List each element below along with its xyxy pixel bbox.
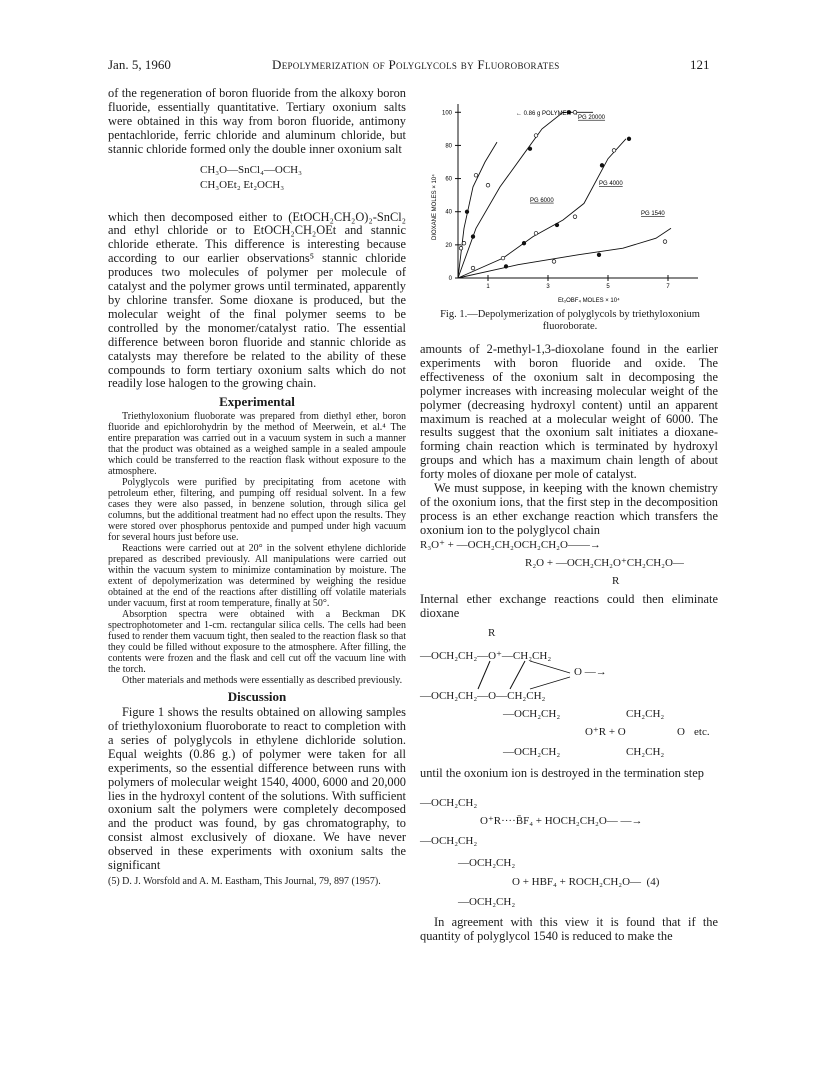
footnote: (5) D. J. Worsfold and A. M. Eastham, This Journal, 79, 897 (1957). xyxy=(108,876,381,887)
equation-3-o: O xyxy=(677,726,685,738)
series-line xyxy=(458,139,626,278)
polymer-note: ← 0.86 g POLYMER → xyxy=(516,111,579,117)
y-axis-label: DIOXANE MOLES × 10⁴ xyxy=(432,174,438,240)
y-tick-label: 20 xyxy=(445,242,452,249)
paragraph: Polyglycols were purified by precipitating from acetone with petroleum ether, filtering, and pumping off residual solvent. In a few cases they were also passed, in benzene solution, through silica gel columns, but the additional treatment had no effect upon the results. They were stored over phosphorus pentoxide and pumped under high vacuum for several hours just before use. xyxy=(108,477,406,544)
equation-2-line2: —OCH₂CH₂—O—CH₂CH₂ xyxy=(420,690,546,702)
equation-3-a: —OCH₂CH₂ xyxy=(503,708,561,720)
right-column-text-4 xyxy=(420,916,718,944)
paragraph: amounts of 2-methyl-1,3-dioxolane found in the earlier experiments with boron fluoride and oxide. The effectiveness of the oxonium salt in decomposing the polymer increases with increasing molecular weight of the polymer (decreasing hydroxyl content) until an apparent maximum is reached at a molecular weight of 6000. The results suggest that the oxonium salt initiates a dioxane-forming chain reaction which is terminated by hydroxyl groups and which has a maximum chain length of about forty moles of dioxane per mole of catalyst. xyxy=(420,342,718,482)
data-point xyxy=(471,266,475,270)
equation-3-d: CH₂CH₂ xyxy=(626,746,665,758)
data-point xyxy=(528,147,532,151)
section-heading-experimental: Experimental xyxy=(219,394,295,410)
paragraph: Triethyloxonium fluoborate was prepared from diethyl ether, boron fluoride and epichlorohydrin by the method of Meerwein, et al.⁴ The entire preparation was carried out in a vacuum system in such a manner that the product was obtained as a weighed sample in a sealed ampoule which could be transferred to the reaction flask without exposure to the atmosphere. xyxy=(108,411,406,478)
data-point xyxy=(501,256,505,260)
equation-1-line1: R₃O⁺ + —OCH₂CH₂OCH₂CH₂O——→ xyxy=(420,539,601,551)
equation-5-a: —OCH₂CH₂ xyxy=(458,857,516,869)
equation-3-mid: O⁺R + O xyxy=(585,726,626,738)
data-point xyxy=(534,231,538,235)
equation-1-r: R xyxy=(612,575,620,587)
x-tick-label: 1 xyxy=(486,284,490,290)
y-tick-label: 0 xyxy=(448,276,452,282)
paragraph: until the oxonium ion is destroyed in the termination step xyxy=(420,766,704,780)
x-tick-label: 3 xyxy=(546,284,550,290)
paragraph: Figure 1 shows the results obtained on allowing samples of triethyloxonium fluoroborate to react to completion with a series of polyglycols in ethylene dichloride solution. Equal weights (0.86 g.) of polymer were taken for all experiments, so the essential difference between runs with polymers of molecular weight 1540, 4000, 6000 and 20,000 lies in the hydroxyl content of the solutions. With sufficient oxonium salt the polymers were completely decomposed and the product was found, by gas chromatography, to consist almost exclusively of dioxane. We have never observed in these experiments with oxonium salts the significant xyxy=(108,705,406,873)
data-point xyxy=(522,241,526,245)
series-label: PG 20000 xyxy=(578,114,606,121)
section-heading-discussion: Discussion xyxy=(227,689,287,705)
salt-formula: CH₃O—SnCl₄—OCH₃ CH₃OEt₂ Et₂OCH₃ xyxy=(200,163,302,191)
equation-4-b: —OCH₂CH₂ xyxy=(420,835,478,847)
paragraph: Reactions were carried out at 20° in the solvent ethylene dichloride prepared as described previously. All manipulations were carried out within the vacuum system to minimize contamination by moisture. The extent of depolymerization was determined by weighing the residue obtained at the end of the reactions after distilling off volatile materials under vacuum, first at room temperature, finally at 50°. xyxy=(108,543,406,610)
equation-2-line1: —OCH₂CH₂—O⁺—CH₂CH₂ xyxy=(420,650,552,662)
paragraph: We must suppose, in keeping with the known chemistry of the oxonium ions, that the first step in the decomposition process is an ether exchange reaction which transfers the oxonium ion to the polyglycol chain xyxy=(420,481,718,537)
data-point xyxy=(663,240,667,244)
series-line xyxy=(458,112,593,278)
paragraph: of the regeneration of boron fluoride from the alkoxy boron fluoride, essentially quantitative. Tertiary oxonium salts were obtained in this way from boron fluoride, antimony pentachloride, ferric chloride and aluminum chloride, but stannic chloride formed only the double inner oxonium salt xyxy=(108,86,406,156)
x-axis-label: Et₃OBF₄ MOLES × 10⁴ xyxy=(558,298,620,304)
paragraph: In agreement with this view it is found that if the quantity of polyglycol 1540 is reduced to make the xyxy=(420,915,718,943)
data-point xyxy=(627,137,631,141)
equation-4-a: —OCH₂CH₂ xyxy=(420,797,478,809)
left-column xyxy=(108,87,406,887)
equation-5-b: —OCH₂CH₂ xyxy=(458,896,516,908)
data-point xyxy=(534,134,538,138)
data-point xyxy=(573,215,577,219)
series-label: PG 6000 xyxy=(530,197,554,204)
equation-2-arrow: O —→ xyxy=(574,666,607,678)
series-line xyxy=(458,142,497,278)
right-column-text-2 xyxy=(420,593,718,621)
paragraph: Other materials and methods were essentially as described previously. xyxy=(122,675,403,687)
data-point xyxy=(465,210,469,214)
equation-3-c: —OCH₂CH₂ xyxy=(503,746,561,758)
series-label: PG 1540 xyxy=(641,211,665,218)
chart-marks xyxy=(458,110,671,278)
equation-5-mid: O + HBF₄ + ROCH₂CH₂O— (4) xyxy=(512,876,660,888)
figure-chart xyxy=(418,90,718,308)
x-tick-label: 7 xyxy=(666,284,670,290)
figure-caption: Fig. 1.—Depolymerization of polyglycols by triethyloxonium fluoroborate. xyxy=(440,309,700,332)
data-point xyxy=(504,265,508,269)
equation-2-r: R xyxy=(488,627,496,639)
data-point xyxy=(459,246,463,250)
data-point xyxy=(612,149,616,153)
data-point xyxy=(600,164,604,168)
data-point xyxy=(486,183,490,187)
y-tick-label: 100 xyxy=(441,110,452,117)
data-point xyxy=(474,173,478,177)
running-title: Depolymerization of Polyglycols by Fluoroborates xyxy=(272,57,560,72)
data-point xyxy=(552,260,556,264)
right-column-text-1 xyxy=(420,343,718,538)
x-tick-label: 5 xyxy=(606,284,610,290)
data-point xyxy=(462,241,466,245)
equation-3-b: CH₂CH₂ xyxy=(626,708,665,720)
y-tick-label: 80 xyxy=(445,143,452,150)
data-point xyxy=(597,253,601,257)
y-tick-label: 60 xyxy=(445,176,452,183)
equation-4-mid: O⁺R····B̄F₄ + HOCH₂CH₂O— —→ xyxy=(480,815,643,827)
series-line xyxy=(458,228,671,278)
series-label: PG 4000 xyxy=(599,181,623,188)
paragraph: which then decomposed either to (EtOCH₂CH₂O)₂-SnCl₂ and ethyl chloride or to EtOCH₂CH₂OEt and stannic chloride etherate. This difference is interesting because according to our earlier observations⁵ stannic chloride produces two molecules of polymer per molecule of catalyst and the polymer grows until terminated, apparently by chlorine transfer. Some dioxane is produced, but the molecular weight of the final polymer seems to be controlled by the monomer/catalyst ratio. The essential difference between boron fluoride and stannic chloride as catalysts may therefore be related to the ability of these compounds to form tertiary oxonium salts which do not readily lose halogen to the growing chain. xyxy=(108,209,406,391)
data-point xyxy=(471,235,475,239)
data-point xyxy=(555,223,559,227)
y-tick-label: 40 xyxy=(445,209,452,216)
paragraph: Absorption spectra were obtained with a Beckman DK spectrophotometer and 1-cm. rectangular silica cells. The cells had been fused to render them vacuum tight, then sealed to the reaction flask so that they could be filled without exposure to the atmosphere. After filling, the contents were frozen and the flask and cell cut off the vacuum line with the torch. xyxy=(108,609,406,676)
equation-3-etc: etc. xyxy=(694,726,710,738)
page-number: 121 xyxy=(690,57,710,72)
equation-1-line2: R₂O + —OCH₂CH₂O⁺CH₂CH₂O— xyxy=(525,557,684,569)
chart-axes xyxy=(442,104,698,290)
right-column-text-3 xyxy=(420,767,718,781)
header-date: Jan. 5, 1960 xyxy=(108,57,171,72)
paragraph: Internal ether exchange reactions could then eliminate dioxane xyxy=(420,592,718,620)
equation-2-arrows xyxy=(470,655,580,695)
